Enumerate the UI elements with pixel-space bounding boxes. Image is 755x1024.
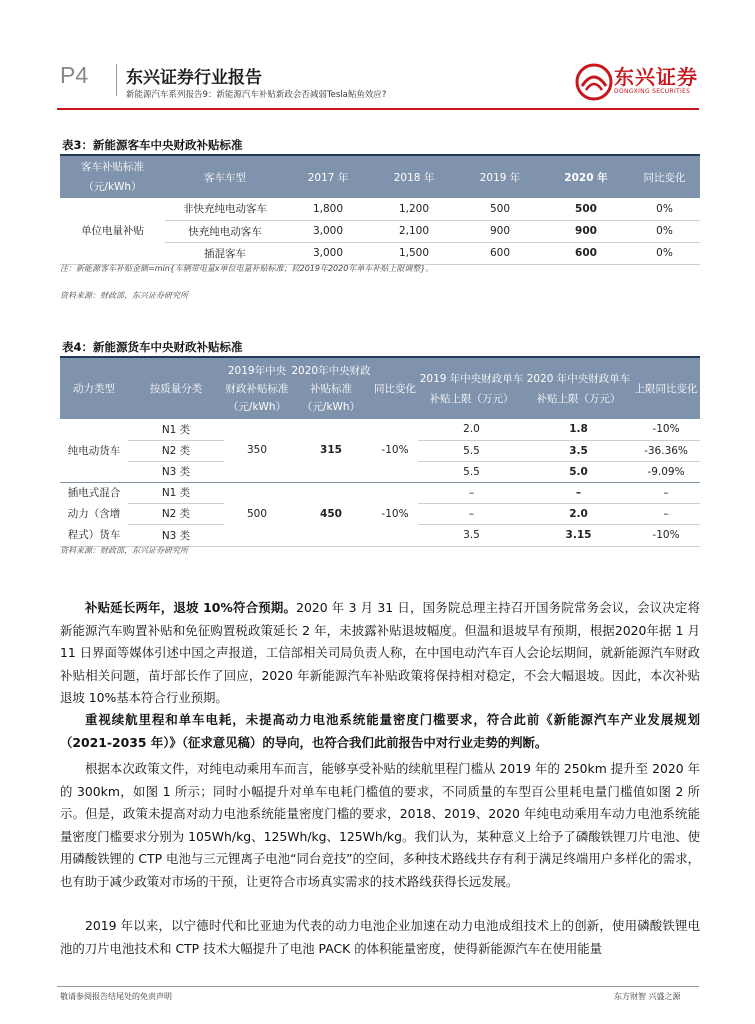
table-cell: 2.0: [525, 503, 632, 524]
table-cell: -10%: [372, 419, 418, 482]
paragraph-text: 2020 年 3 月 31 日，国务院总理主持召开国务院常务会议，会议决定将新能源汽车购置补贴和免征购置税政策延长 2 年，未披露补贴退坡幅度。但温和退坡早有预期，根据2020年据 1 月 11 日界面等媒体引述中国之声报道，工信部相关司局负责人称，在中国电动汽车百人会论坛期间，就新能源汽车财政补贴相关问题，苗圩部长作了回应，2020 年新能源汽车补贴政策将保持相对稳定，不会大幅退坡。因此，本次补贴退坡 10%基本符合行业预期。: [60, 600, 700, 705]
table3-header-cell: 客车补贴标准（元/kWh）: [60, 156, 165, 198]
table-cell: 快充纯电动客车: [165, 220, 285, 242]
table4-header-cell: 2020年中央财政补贴标准（元/kWh）: [290, 358, 372, 419]
table-cell: 500: [457, 198, 543, 220]
report-title: 东兴证券行业报告: [126, 68, 262, 88]
table-cell: –: [418, 482, 525, 503]
table-cell: 600: [543, 242, 629, 264]
table-cell: –: [632, 482, 700, 503]
table-cell: 2,100: [371, 220, 457, 242]
table3-group-label: 单位电量补贴: [60, 198, 165, 264]
table-cell: 2.0: [418, 419, 525, 440]
table-cell: 3.15: [525, 525, 632, 546]
table3-header-row: [60, 156, 700, 198]
table-cell: 1,200: [371, 198, 457, 220]
table4-header-cell: 按质量分类: [128, 358, 224, 419]
table4-header-cell: 同比变化: [372, 358, 418, 419]
table-row: [60, 419, 700, 440]
table-cell: 1.8: [525, 419, 632, 440]
table-cell: 500: [224, 482, 290, 546]
table-cell: 1,800: [285, 198, 371, 220]
table3-source: 资料来源：财政部，东兴证券研究所: [60, 291, 188, 300]
paragraph-subsidy-extension: [60, 597, 700, 710]
table3-header-cell: 客车车型: [165, 156, 285, 198]
table3-header-cell: 2017 年: [285, 156, 371, 198]
table-cell: 5.0: [525, 461, 632, 482]
table-cell: 3,000: [285, 242, 371, 264]
table-cell: -9.09%: [632, 461, 700, 482]
table-cell: N3 类: [128, 525, 224, 546]
header-separator: [116, 64, 117, 96]
table4-source: 资料来源：财政部，东兴证券研究所: [60, 546, 188, 555]
table-cell: –: [525, 482, 632, 503]
table-cell: -10%: [372, 482, 418, 546]
table-cell: 非快充纯电动客车: [165, 198, 285, 220]
table-cell: 900: [543, 220, 629, 242]
paragraph-battery-innovation: 2019 年以来，以宁德时代和比亚迪为代表的动力电池企业加速在动力电池成组技术上的创新，使用磷酸铁锂电池的刀片电池技术和 CTP 技术大幅提升了电池 PACK 的体积能量密度，使得新能源汽车在使用能量: [60, 918, 700, 956]
table4-header-cell: 2020 年中央财政单车补贴上限（万元）: [525, 358, 632, 419]
table-cell: N1 类: [128, 482, 224, 503]
table-cell: 3.5: [525, 440, 632, 461]
table3-header-cell: 2020 年: [543, 156, 629, 198]
table-cell: N2 类: [128, 440, 224, 461]
table-row: [60, 198, 700, 220]
footer-rule: [57, 986, 699, 987]
table3-header-cell: 2019 年: [457, 156, 543, 198]
table-cell: 500: [543, 198, 629, 220]
footer-slogan: 东方财智 兴盛之源: [614, 992, 681, 1001]
table4-group-label: 纯电动货车: [60, 419, 128, 482]
paragraph-lead: 补贴延长两年，退坡 10%符合预期。: [85, 600, 297, 615]
table4-header-cell: 上限同比变化: [632, 358, 700, 419]
table-cell: –: [418, 503, 525, 524]
table4-header-row: [60, 358, 700, 419]
table3-title: 表3：新能源客车中央财政补贴标准: [62, 138, 243, 152]
table-cell: 0%: [629, 198, 700, 220]
logo-subtext: DONGXING SECURITIES: [614, 88, 691, 95]
logo-text: 东兴证券: [614, 65, 698, 89]
paragraph-policy-analysis: 根据本次政策文件，对纯电动乘用车而言，能够享受补贴的续航里程门槛从 2019 年的 250km 提升至 2020 年的 300km，如图 1 所示；同时小幅提升对单车电耗门槛值的要求，不同质量的车型百公里耗电量门槛值如图 2 所示。但是，政策未提高对动力电池系统能量密度门槛的要求，2018、2019、2020 年纯电动乘用车动力电池系统能量密度门槛要求分别为 105Wh/kg、125Wh/kg、125Wh/kg。我们认为，某种意义上给予了磷酸铁锂刀片电池、使用磷酸铁锂的 CTP 电池与三元锂离子电池“同台竞技”的空间，多种技术路线共存有利于满足终端用户多样化的需求，也有助于减少政策对市场的干预，让更符合市场真实需求的技术路线获得长远发展。: [60, 761, 700, 889]
table-cell: N1 类: [128, 419, 224, 440]
table3-note: 注：新能源客车补贴金额=min{车辆带电量x单位电量补贴标准；较2019年2020年单车补贴上限调整}。: [60, 264, 434, 273]
table3: [60, 156, 700, 265]
table3-header-cell: 2018 年: [371, 156, 457, 198]
table-cell: 5.5: [418, 461, 525, 482]
table-cell: N2 类: [128, 503, 224, 524]
table-cell: -10%: [632, 525, 700, 546]
table4-header-cell: 2019年中央财政补贴标准（元/kWh）: [224, 358, 290, 419]
report-subtitle: 新能源汽车系列报告9：新能源汽车补贴新政会否减弱Tesla鲇鱼效应?: [126, 90, 387, 100]
table4-header-cell: 2019 年中央财政单车补贴上限（万元）: [418, 358, 525, 419]
table-cell: 350: [224, 419, 290, 482]
table-cell: 900: [457, 220, 543, 242]
table-cell: 0%: [629, 220, 700, 242]
table4-group-label: 插电式混合动力（含增程式）货车: [60, 482, 128, 546]
table-cell: 3.5: [418, 525, 525, 546]
header-rule: [57, 108, 699, 110]
page-number: P4: [60, 62, 89, 88]
table-cell: -36.36%: [632, 440, 700, 461]
table4-header-cell: 动力类型: [60, 358, 128, 419]
paragraph-range-emphasis: 重视续航里程和单车电耗，未提高动力电池系统能量密度门槛要求，符合此前《新能源汽车产业发展规划（2021-2035 年）》（征求意见稿）的导向，也符合我们此前报告中对行业走势的判断。: [60, 712, 700, 750]
table-cell: 315: [290, 419, 372, 482]
table-cell: 1,500: [371, 242, 457, 264]
table-row: [60, 482, 700, 503]
table-cell: 插混客车: [165, 242, 285, 264]
table-cell: –: [632, 503, 700, 524]
table-cell: 450: [290, 482, 372, 546]
table4-title: 表4：新能源货车中央财政补贴标准: [62, 340, 243, 354]
table-cell: 5.5: [418, 440, 525, 461]
footer-disclaimer: 敬请参阅报告结尾处的免责声明: [60, 992, 172, 1001]
table-cell: 3,000: [285, 220, 371, 242]
table3-header-cell: 同比变化: [629, 156, 700, 198]
table4: [60, 358, 700, 547]
table-cell: 600: [457, 242, 543, 264]
table-cell: N3 类: [128, 461, 224, 482]
table-cell: -10%: [632, 419, 700, 440]
table-cell: 0%: [629, 242, 700, 264]
